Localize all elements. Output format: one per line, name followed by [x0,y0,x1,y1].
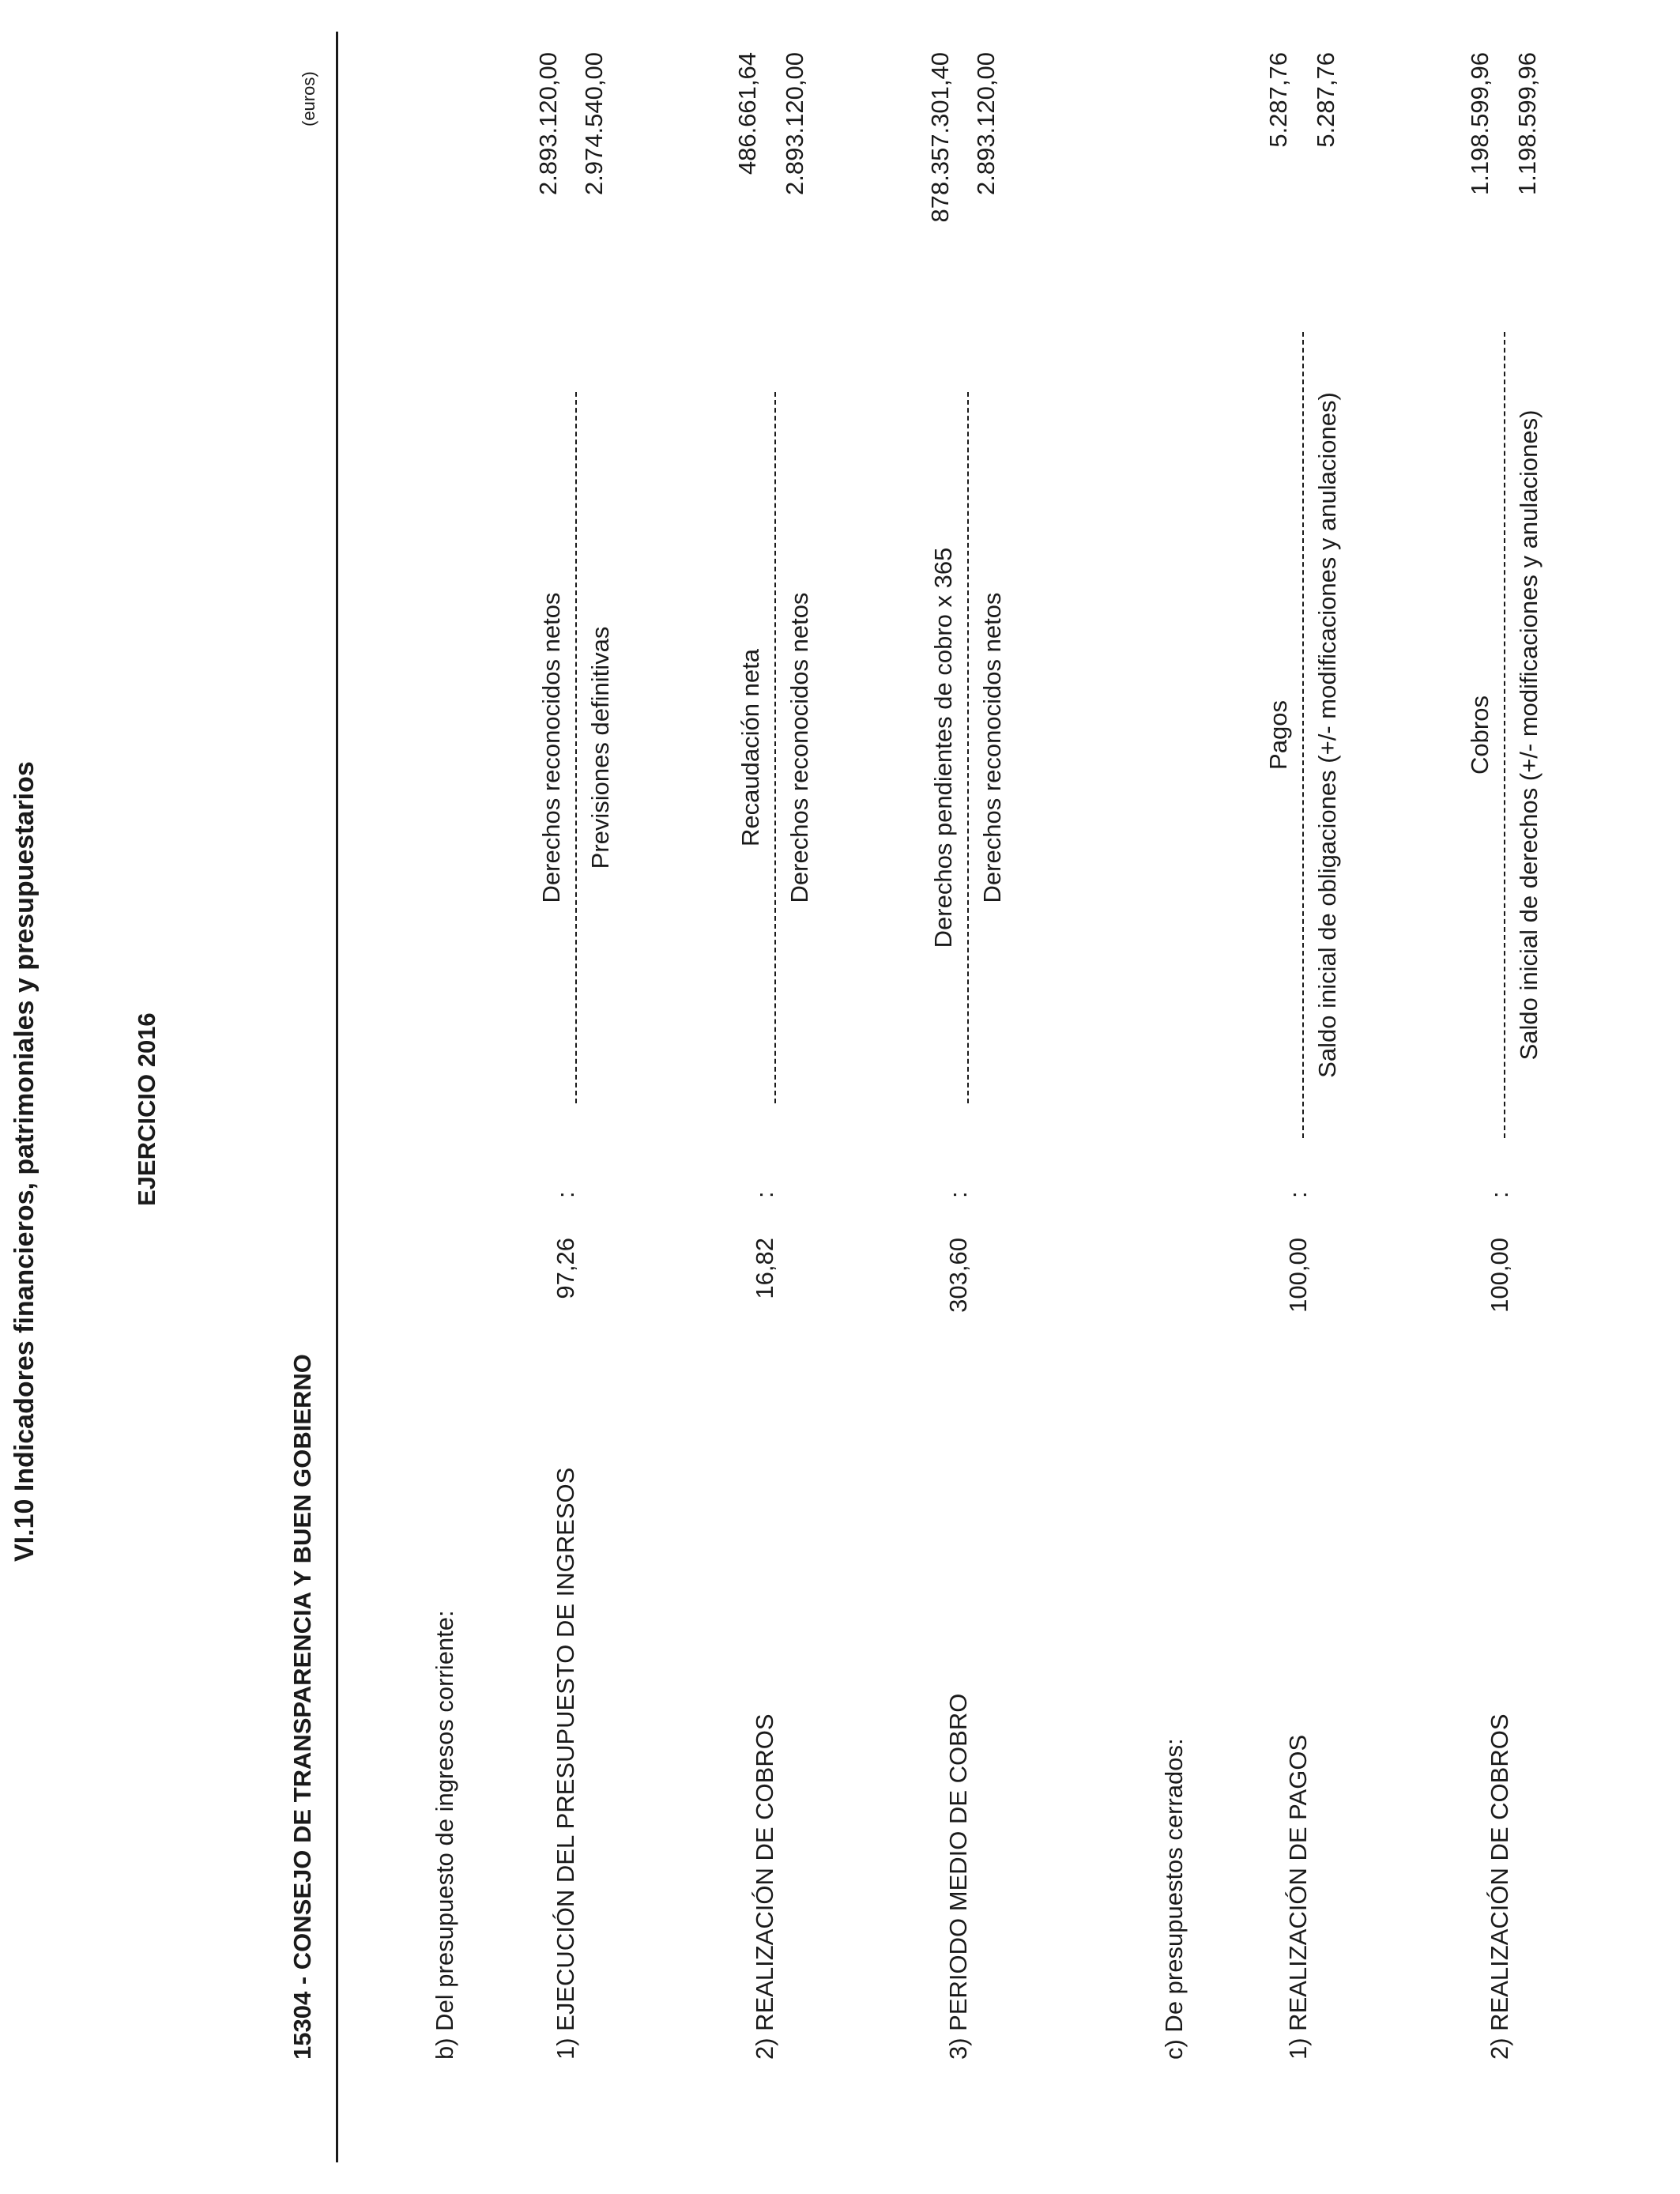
ratio-colon: : [552,1191,579,1198]
formula-numerator: Recaudación neta [736,392,776,1103]
formula-denominator: Derechos reconocidos netos [978,592,1006,903]
ratio-colon: : [1486,1191,1513,1198]
formula-denominator: Saldo inicial de derechos (+/- modificaciones y anulaciones) [1515,409,1543,1061]
unit-label: (euros) [299,71,318,126]
indicator-formula [1466,332,1543,1138]
formula-numerator: Cobros [1466,332,1505,1138]
indicator-ratio: 100,00 [1284,1238,1312,1313]
indicator-label: 3) PERIODO MEDIO DE COBRO [944,1693,972,2060]
formula-numerator: Pagos [1264,332,1304,1138]
indicator-formula [736,392,814,1103]
exercise-heading: EJERCICIO 2016 [133,1012,160,1206]
value-denominator: 2.974.540,00 [580,52,608,196]
value-numerator: 1.198.599,96 [1466,52,1494,196]
section-b-heading: b) Del presupuesto de ingresos corriente: [431,1610,458,2060]
header-rule [336,32,338,2162]
indicator-ratio: 16,82 [751,1238,778,1299]
value-denominator: 5.287,76 [1312,52,1339,148]
formula-denominator: Previsiones definitivas [586,626,614,869]
indicator-formula [537,392,615,1103]
indicator-label: 2) REALIZACIÓN DE COBROS [1486,1713,1513,2060]
indicator-ratio: 100,00 [1486,1238,1513,1313]
value-denominator: 1.198.599,96 [1513,52,1541,196]
ratio-colon: : [944,1191,972,1198]
indicator-ratio: 303,60 [944,1238,972,1313]
ratio-colon: : [751,1191,778,1198]
formula-numerator: Derechos reconocidos netos [537,392,577,1103]
value-denominator: 2.893.120,00 [972,52,1000,196]
formula-denominator: Derechos reconocidos netos [785,592,813,903]
indicator-label: 2) REALIZACIÓN DE COBROS [751,1713,778,2060]
value-denominator: 2.893.120,00 [781,52,808,196]
formula-numerator: Derechos pendientes de cobro x 365 [929,392,969,1103]
section-c-heading: c) De presupuestos cerrados: [1160,1738,1188,2060]
entity-heading: 15304 - CONSEJO DE TRANSPARENCIA Y BUEN GOBIERNO [288,1354,316,2060]
value-numerator: 5.287,76 [1264,52,1292,148]
indicator-label: 1) EJECUCIÓN DEL PRESUPUESTO DE INGRESOS [552,1467,579,2060]
page-title: VI.10 Indicadores financieros, patrimoniales y presupuestarios [9,761,40,1562]
indicator-formula [1264,332,1342,1138]
value-numerator: 878.357.301,40 [926,52,954,223]
indicator-ratio: 97,26 [552,1238,579,1299]
ratio-colon: : [1284,1191,1312,1198]
formula-denominator: Saldo inicial de obligaciones (+/- modificaciones y anulaciones) [1313,392,1341,1078]
indicator-formula [929,392,1007,1103]
indicator-label: 1) REALIZACIÓN DE PAGOS [1284,1734,1312,2060]
value-numerator: 486.661,64 [733,52,761,175]
value-numerator: 2.893.120,00 [534,52,562,196]
